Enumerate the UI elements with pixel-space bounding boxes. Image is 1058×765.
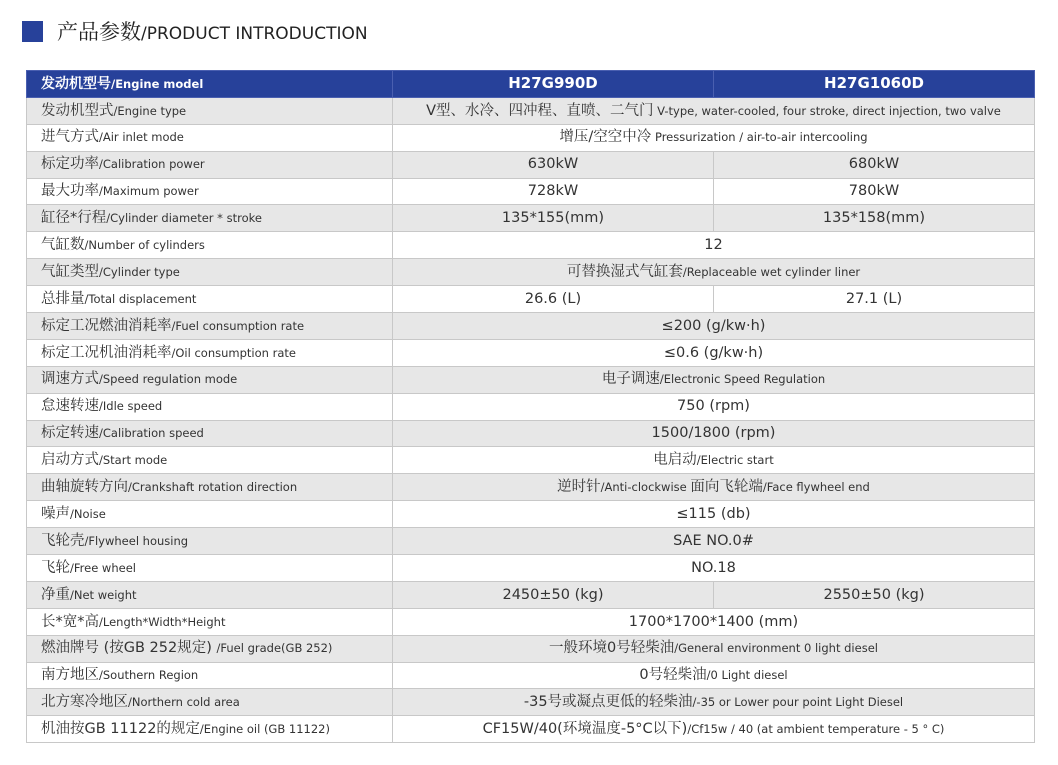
table-row [27, 178, 1035, 205]
row-label: 标定功率/Calibration power [27, 151, 393, 178]
row-value: 1500/1800 (rpm) [393, 420, 1035, 447]
row-value-model-1: 630kW [393, 151, 714, 178]
row-value-model-2: 27.1 (L) [714, 286, 1035, 313]
row-label: 标定工况燃油消耗率/Fuel consumption rate [27, 313, 393, 340]
table-row [27, 662, 1035, 689]
table-row [27, 97, 1035, 124]
table-row [27, 366, 1035, 393]
row-value: V型、水冷、四冲程、直喷、二气门 V-type, water-cooled, four stroke, direct injection, two valve [393, 97, 1035, 124]
table-row [27, 339, 1035, 366]
spec-table [26, 70, 1035, 743]
engine-model-header: 发动机型号/Engine model [27, 71, 393, 98]
row-value: 12 [393, 232, 1035, 259]
row-label: 燃油牌号 (按GB 252规定) /Fuel grade(GB 252) [27, 635, 393, 662]
row-value-model-1: 26.6 (L) [393, 286, 714, 313]
row-value: -35号或凝点更低的轻柴油/-35 or Lower pour point Light Diesel [393, 689, 1035, 716]
table-row [27, 635, 1035, 662]
row-value: CF15W/40(环境温度-5°C以下)/Cf15w / 40 (at ambient temperature - 5 ° C) [393, 716, 1035, 743]
model-header-1: H27G990D [393, 71, 714, 98]
row-value-model-2: 135*158(mm) [714, 205, 1035, 232]
row-value: 一般环境0号轻柴油/General environment 0 light diesel [393, 635, 1035, 662]
row-label: 飞轮/Free wheel [27, 555, 393, 582]
table-row [27, 474, 1035, 501]
table-row [27, 555, 1035, 582]
row-label: 长*宽*高/Length*Width*Height [27, 608, 393, 635]
row-label: 缸径*行程/Cylinder diameter * stroke [27, 205, 393, 232]
table-row [27, 151, 1035, 178]
row-value: ≤200 (g/kw·h) [393, 313, 1035, 340]
row-label: 北方寒冷地区/Northern cold area [27, 689, 393, 716]
section-header [22, 16, 368, 46]
row-label: 最大功率/Maximum power [27, 178, 393, 205]
row-value: 1700*1700*1400 (mm) [393, 608, 1035, 635]
row-value: ≤0.6 (g/kw·h) [393, 339, 1035, 366]
title-zh: 产品参数 [57, 20, 141, 44]
table-row [27, 286, 1035, 313]
model-header-2: H27G1060D [714, 71, 1035, 98]
row-value: 增压/空空中冷 Pressurization / air-to-air intercooling [393, 124, 1035, 151]
table-row [27, 528, 1035, 555]
row-label: 曲轴旋转方向/Crankshaft rotation direction [27, 474, 393, 501]
row-value: 可替换湿式气缸套/Replaceable wet cylinder liner [393, 259, 1035, 286]
row-label: 噪声/Noise [27, 501, 393, 528]
table-row [27, 124, 1035, 151]
table-row [27, 581, 1035, 608]
row-label: 净重/Net weight [27, 581, 393, 608]
table-row [27, 259, 1035, 286]
row-value-model-1: 2450±50 (kg) [393, 581, 714, 608]
row-value: 0号轻柴油/0 Light diesel [393, 662, 1035, 689]
row-value: 750 (rpm) [393, 393, 1035, 420]
row-label: 南方地区/Southern Region [27, 662, 393, 689]
row-label: 气缸类型/Cylinder type [27, 259, 393, 286]
page-title [57, 16, 368, 46]
table-row [27, 689, 1035, 716]
header-square-icon [22, 21, 43, 42]
row-value-model-1: 135*155(mm) [393, 205, 714, 232]
row-value: 逆时针/Anti-clockwise 面向飞轮端/Face flywheel end [393, 474, 1035, 501]
table-row [27, 232, 1035, 259]
row-value: 电子调速/Electronic Speed Regulation [393, 366, 1035, 393]
row-label: 机油按GB 11122的规定/Engine oil (GB 11122) [27, 716, 393, 743]
row-label: 发动机型式/Engine type [27, 97, 393, 124]
table-header-row [27, 71, 1035, 98]
row-value: NO.18 [393, 555, 1035, 582]
row-label: 飞轮壳/Flywheel housing [27, 528, 393, 555]
row-label: 进气方式/Air inlet mode [27, 124, 393, 151]
table-row [27, 608, 1035, 635]
table-row [27, 313, 1035, 340]
row-value-model-2: 680kW [714, 151, 1035, 178]
table-row [27, 205, 1035, 232]
table-row [27, 447, 1035, 474]
row-value-model-2: 2550±50 (kg) [714, 581, 1035, 608]
row-label: 标定工况机油消耗率/Oil consumption rate [27, 339, 393, 366]
row-value-model-1: 728kW [393, 178, 714, 205]
row-value: ≤115 (db) [393, 501, 1035, 528]
table-body [27, 97, 1035, 742]
row-label: 调速方式/Speed regulation mode [27, 366, 393, 393]
table-row [27, 393, 1035, 420]
row-label: 标定转速/Calibration speed [27, 420, 393, 447]
row-label: 启动方式/Start mode [27, 447, 393, 474]
table-row [27, 420, 1035, 447]
row-value: SAE NO.0# [393, 528, 1035, 555]
table-row [27, 716, 1035, 743]
row-label: 气缸数/Number of cylinders [27, 232, 393, 259]
table-row [27, 501, 1035, 528]
title-en: /PRODUCT INTRODUCTION [141, 24, 368, 44]
row-label: 怠速转速/Idle speed [27, 393, 393, 420]
row-label: 总排量/Total displacement [27, 286, 393, 313]
row-value-model-2: 780kW [714, 178, 1035, 205]
row-value: 电启动/Electric start [393, 447, 1035, 474]
